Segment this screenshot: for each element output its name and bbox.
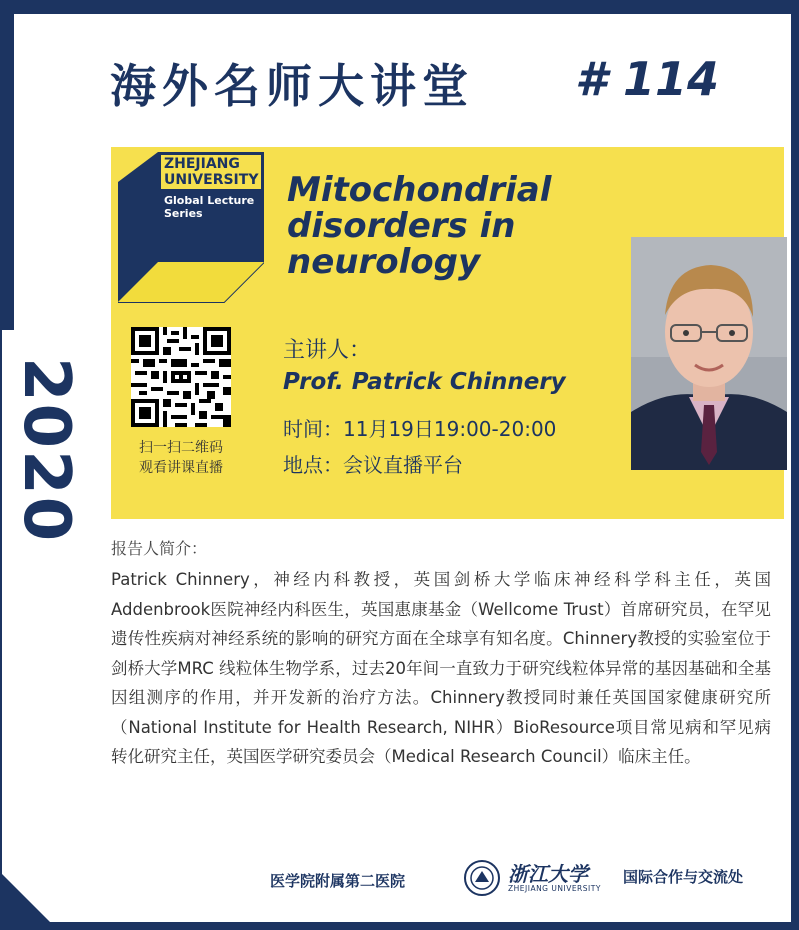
series-logo <box>118 152 264 304</box>
lecture-number: # 114 <box>575 52 720 106</box>
speaker-photo <box>631 237 787 470</box>
page-title: 海外名师大讲堂 <box>110 59 474 113</box>
lecture-time: 时间：11月19日19:00-20:00 <box>283 417 557 441</box>
year-vertical: 2020 <box>9 357 83 544</box>
lecture-place: 地点：会议直播平台 <box>283 453 463 477</box>
qr-caption-line1: 扫一扫二维码 <box>139 440 223 456</box>
bio-heading: 报告人简介： <box>111 539 208 558</box>
series-name: Global Lecture Series <box>164 194 255 220</box>
corner-triangle <box>0 872 58 930</box>
talk-title: Mitochondrial disorders in neurology <box>287 170 552 282</box>
qr-code[interactable] <box>131 327 231 427</box>
frame-right-bar <box>791 0 799 930</box>
footer-office: 国际合作与交流处 <box>623 868 744 886</box>
series-logo-text <box>161 155 261 220</box>
speaker-label: 主讲人： <box>283 338 372 363</box>
zju-logo-cn: 浙江大学 <box>508 862 588 886</box>
qr-caption <box>111 438 251 478</box>
frame-left-bar <box>0 0 14 330</box>
speaker-portrait-icon <box>631 237 787 470</box>
frame-bottom-bar <box>0 922 799 930</box>
zju-seal-icon <box>462 858 506 898</box>
footer-hospital: 医学院附属第二医院 <box>270 872 406 890</box>
bio-body: Patrick Chinnery，神经内科教授，英国剑桥大学临床神经科学科主任，英国Addenbrook医院神经内科医生，英国惠康基金（Wellcome Trust）首席研究员，在罕见遗传性疾病对神经系统的影响的研究方面在全球享有知名度。Chinnery教授的实验室位于剑桥大学MRC 线粒体生物学系，过去20年间一直致力于研究线粒体异常的基因基础和全基因组测序的作用，并开发新的治疗方法。Chinnery教授同时兼任英国国家健康研究所（National Institute for Health Research, NIHR）BioResource项目常见病和罕见病转化研究主任，英国医学研究委员会（Medical Research Council）临床主任。 <box>111 570 771 766</box>
frame-top-bar <box>0 0 799 14</box>
frame-left-line <box>0 330 2 930</box>
zju-logo <box>462 858 612 898</box>
zju-logo-en: ZHEJIANG UNIVERSITY <box>508 884 601 893</box>
speaker-name: Prof. Patrick Chinnery <box>283 369 566 395</box>
qr-code-icon <box>131 327 231 427</box>
qr-caption-line2: 观看讲课直播 <box>139 460 223 476</box>
series-university: ZHEJIANG UNIVERSITY <box>161 155 261 189</box>
